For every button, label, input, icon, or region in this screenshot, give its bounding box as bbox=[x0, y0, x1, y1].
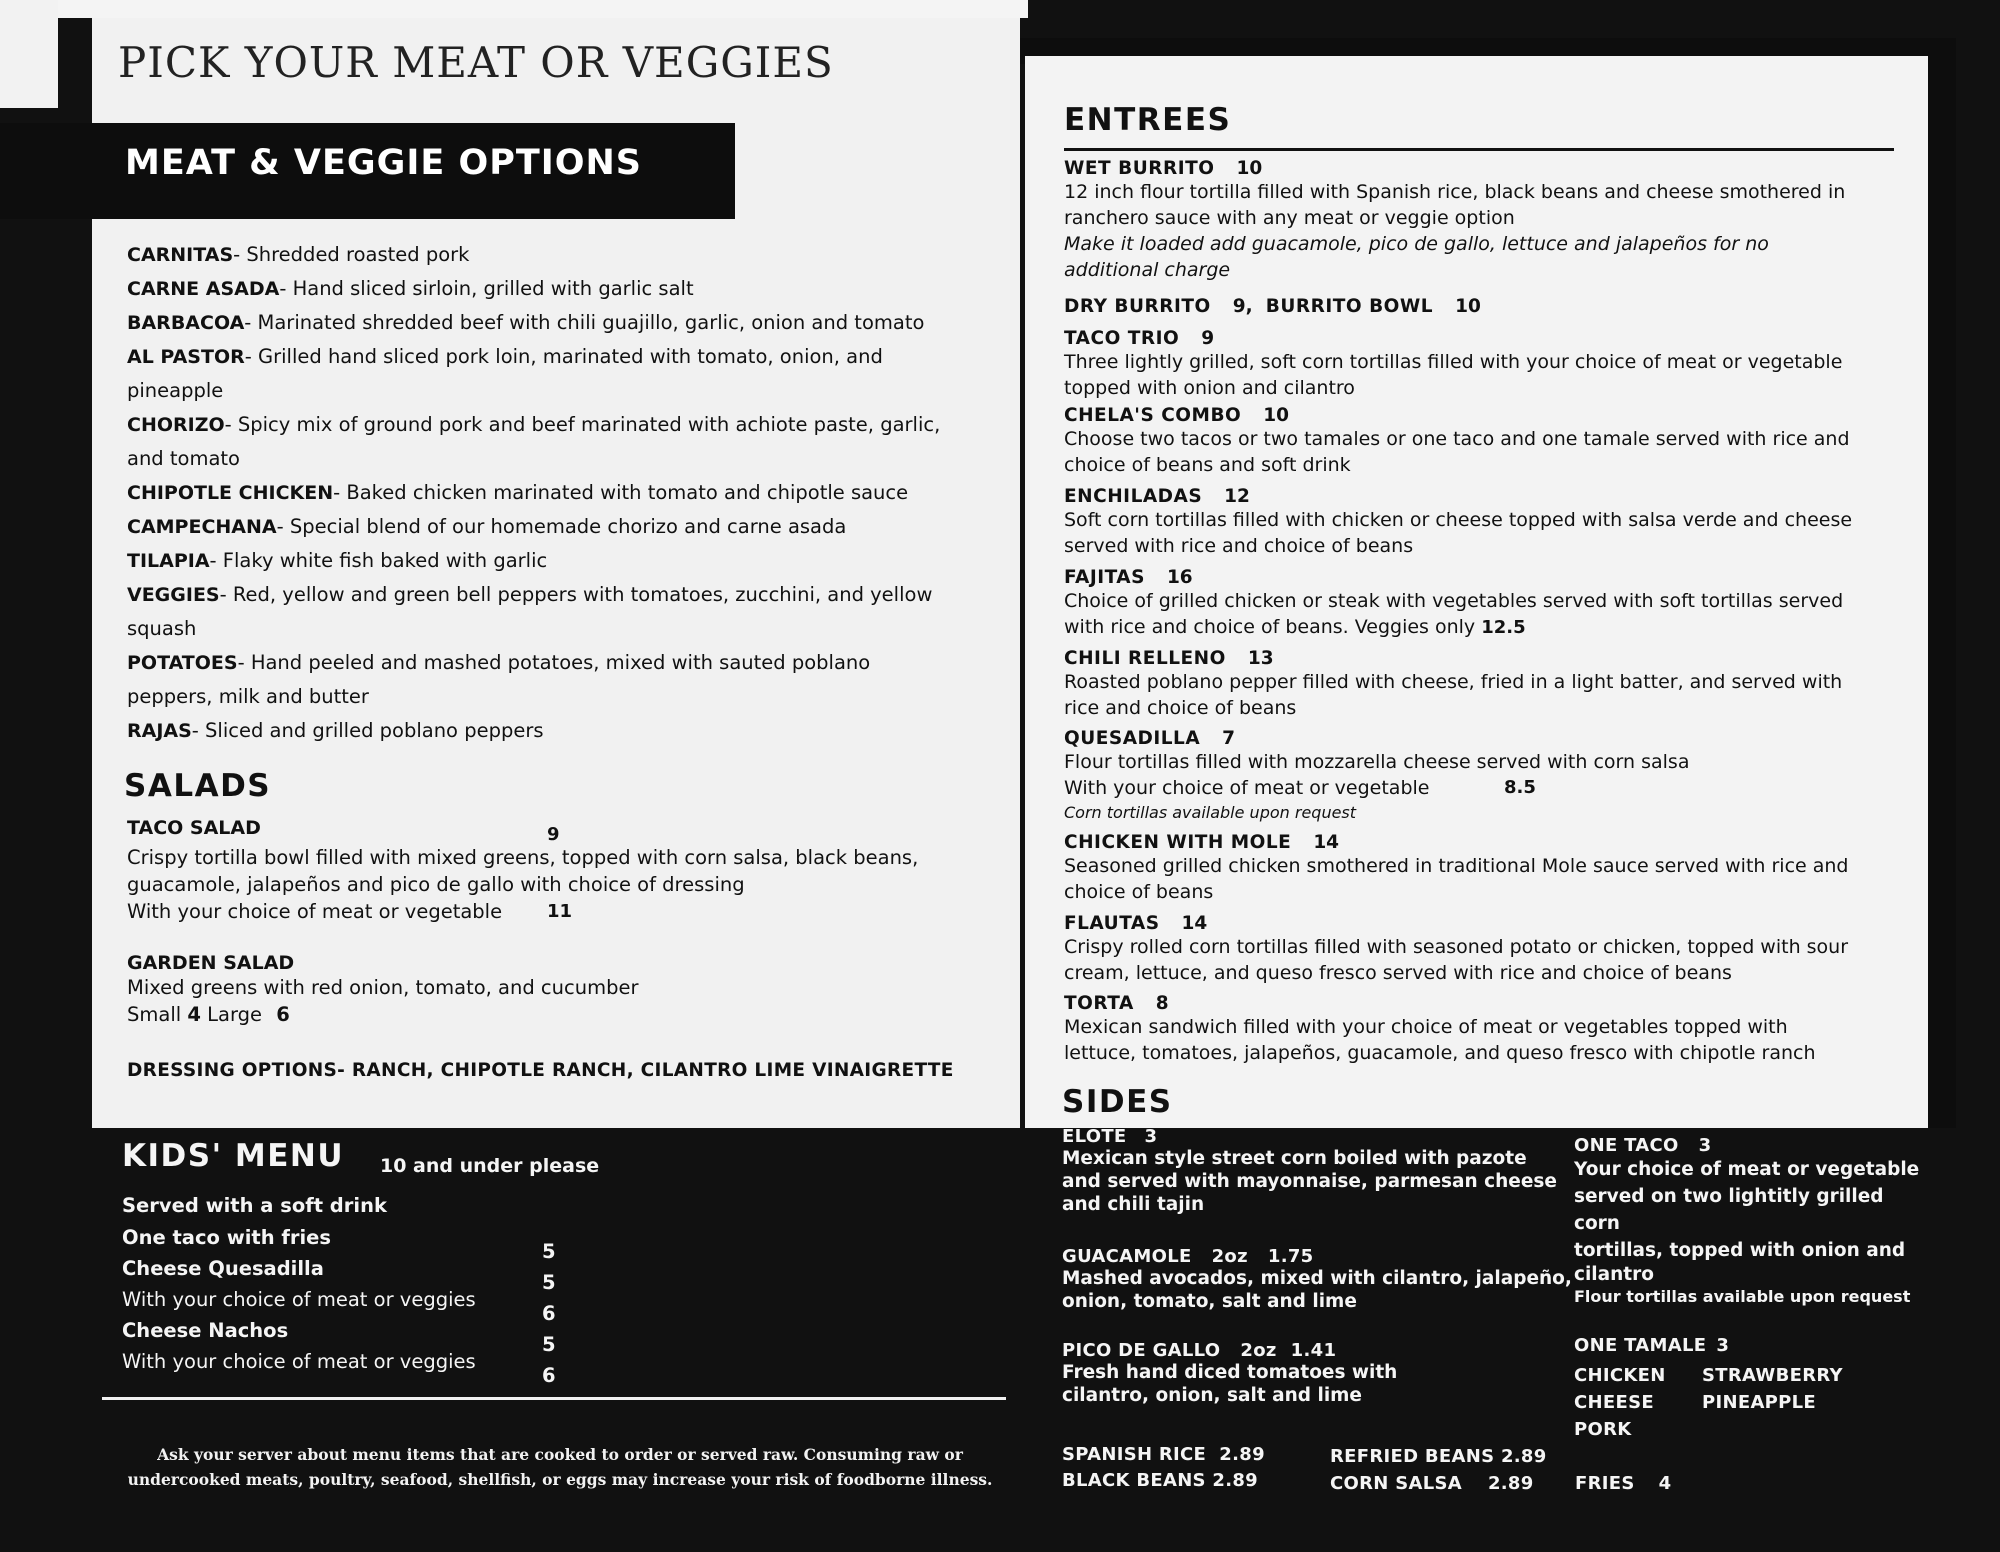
item-name: POTATOES bbox=[127, 652, 238, 674]
kids-note: 10 and under please bbox=[380, 1155, 600, 1177]
item-desc: Seasoned grilled chicken smothered in traditional Mole sauce served with rice and bbox=[1064, 855, 1849, 877]
item-desc: Fresh hand diced tomatoes with bbox=[1062, 1362, 1398, 1383]
food-disclaimer bbox=[100, 1442, 1020, 1492]
divider bbox=[1064, 148, 1894, 151]
item-option bbox=[127, 898, 987, 925]
item-desc: topped with onion and cilantro bbox=[1064, 377, 1355, 399]
kids-items bbox=[122, 1222, 572, 1387]
entree-enchiladas bbox=[1064, 486, 1924, 559]
list-item bbox=[122, 1253, 572, 1294]
item-name: TACO TRIO bbox=[1064, 328, 1180, 349]
item-desc: tortillas, topped with onion and bbox=[1574, 1240, 1906, 1261]
side-one-tamale bbox=[1574, 1335, 1924, 1446]
item-price: 9, bbox=[1232, 296, 1253, 317]
page-edge bbox=[0, 0, 58, 108]
item-note: additional charge bbox=[1064, 259, 1231, 281]
item-name: ELOTE bbox=[1062, 1126, 1127, 1147]
item-desc: - Flaky white fish baked with garlic bbox=[209, 549, 548, 572]
list-item-continued: pineapple bbox=[127, 379, 224, 402]
kids-served: Served with a soft drink bbox=[122, 1194, 387, 1217]
item-price: 14 bbox=[1313, 832, 1340, 853]
item-note: Make it loaded add guacamole, pico de gallo, lettuce and jalapeños for no bbox=[1064, 233, 1769, 255]
item-name: QUESADILLA bbox=[1064, 728, 1201, 749]
entree-chili-relleno bbox=[1064, 648, 1924, 721]
list-item bbox=[127, 646, 967, 680]
entree-fajitas bbox=[1064, 567, 1924, 641]
item-price: 4 bbox=[1658, 1473, 1672, 1494]
item-name: TACO SALAD bbox=[127, 817, 261, 839]
item-name: BARBACOA bbox=[127, 312, 245, 334]
meat-heading: MEAT & VEGGIE OPTIONS bbox=[125, 143, 642, 183]
divider bbox=[102, 1397, 1006, 1400]
item-desc: cilantro bbox=[1574, 1264, 1654, 1285]
tamale-flavor: STRAWBERRY bbox=[1702, 1365, 1843, 1386]
side-refried-beans: REFRIED BEANS 2.89 bbox=[1330, 1446, 1547, 1467]
list-item bbox=[122, 1284, 572, 1325]
list-item-continued: peppers, milk and butter bbox=[127, 685, 369, 708]
item-name: FRIES bbox=[1575, 1473, 1635, 1494]
item-price: 5 bbox=[542, 1333, 556, 1356]
option-price: 11 bbox=[547, 901, 573, 922]
tamale-flavor: PORK bbox=[1574, 1419, 1632, 1440]
item-desc: - Red, yellow and green bell peppers with tomatoes, zucchini, and yellow bbox=[219, 583, 933, 606]
salads-heading: SALADS bbox=[124, 768, 272, 804]
list-item bbox=[122, 1222, 572, 1263]
entree-chelas-combo bbox=[1064, 405, 1924, 478]
item-desc: Your choice of meat or vegetable bbox=[1574, 1159, 1920, 1180]
list-item bbox=[122, 1315, 572, 1356]
item-price: 1.75 bbox=[1267, 1246, 1314, 1267]
item-name: CARNE ASADA bbox=[127, 278, 280, 300]
item-price: 8.5 bbox=[1504, 777, 1536, 798]
item-name: DRY BURRITO bbox=[1064, 296, 1211, 317]
item-size: 2oz bbox=[1240, 1340, 1277, 1361]
item-name: ONE TACO bbox=[1574, 1135, 1679, 1156]
item-name: PICO DE GALLO bbox=[1062, 1340, 1221, 1361]
item-desc: - Special blend of our homemade chorizo and carne asada bbox=[276, 515, 847, 538]
meat-options-list bbox=[127, 238, 967, 748]
item-desc: - Spicy mix of ground pork and beef marinated with achiote paste, garlic, bbox=[224, 413, 941, 436]
taco-salad bbox=[127, 817, 987, 925]
side-one-taco bbox=[1574, 1135, 1924, 1308]
list-item bbox=[127, 544, 967, 578]
item-desc: lettuce, tomatoes, jalapeños, guacamole, and queso fresco with chipotle ranch bbox=[1064, 1042, 1816, 1064]
item-name: CHIPOTLE CHICKEN bbox=[127, 482, 334, 504]
item-desc: - Shredded roasted pork bbox=[233, 243, 470, 266]
item-name: CARNITAS bbox=[127, 244, 234, 266]
entree-torta bbox=[1064, 993, 1924, 1066]
tamale-flavor: CHEESE bbox=[1574, 1392, 1654, 1413]
page-title: PICK YOUR MEAT OR VEGGIES bbox=[118, 38, 834, 87]
size-label: Small bbox=[127, 1003, 182, 1026]
list-item bbox=[127, 510, 967, 544]
kids-heading: KIDS' MENU bbox=[122, 1138, 345, 1174]
item-desc: served on two lightitly grilled corn bbox=[1574, 1186, 1884, 1234]
item-desc: cilantro, onion, salt and lime bbox=[1062, 1385, 1362, 1406]
item-price: 1.41 bbox=[1290, 1340, 1337, 1361]
item-price: 12 bbox=[1224, 486, 1250, 507]
item-name: CHILI RELLENO bbox=[1064, 648, 1226, 669]
item-desc: - Marinated shredded beef with chili guajillo, garlic, onion and tomato bbox=[244, 311, 925, 334]
item-name: WET BURRITO bbox=[1064, 158, 1215, 179]
item-price: 6 bbox=[542, 1364, 556, 1387]
dressing-options: DRESSING OPTIONS- RANCH, CHIPOTLE RANCH, CILANTRO LIME VINAIGRETTE bbox=[127, 1060, 954, 1081]
item-desc: Crispy tortilla bowl filled with mixed greens, topped with corn salsa, black beans, bbox=[127, 846, 919, 869]
item-desc: choice of beans and soft drink bbox=[1064, 454, 1351, 476]
side-pico-de-gallo bbox=[1062, 1340, 1582, 1407]
right-page-edge bbox=[1928, 38, 1956, 1128]
item-label: Cheese Quesadilla bbox=[122, 1257, 324, 1280]
item-sizes bbox=[127, 1001, 987, 1028]
item-desc: and chili tajin bbox=[1062, 1194, 1205, 1215]
disclaimer-line: Ask your server about menu items that are cooked to order or served raw. Consuming raw or bbox=[157, 1445, 963, 1464]
disclaimer-line: undercooked meats, poultry, seafood, shellfish, or eggs may increase your risk of foodborne illness. bbox=[127, 1470, 993, 1489]
item-price: 16 bbox=[1166, 567, 1193, 588]
list-item bbox=[127, 272, 967, 306]
list-item-continued: squash bbox=[127, 617, 197, 640]
size-price: 4 bbox=[187, 1003, 201, 1026]
item-name: TORTA bbox=[1064, 993, 1134, 1014]
size-price: 6 bbox=[276, 1003, 290, 1026]
item-price: 3 bbox=[1144, 1126, 1158, 1147]
item-note: Flour tortillas available upon request bbox=[1574, 1287, 1911, 1306]
item-desc: Three lightly grilled, soft corn tortillas filled with your choice of meat or vegetable bbox=[1064, 351, 1843, 373]
item-name: CAMPECHANA bbox=[127, 516, 277, 538]
item-note: Corn tortillas available upon request bbox=[1064, 803, 1357, 822]
entree-flautas bbox=[1064, 913, 1924, 986]
entree-chicken-mole bbox=[1064, 832, 1924, 905]
item-desc: Roasted poblano pepper filled with cheese, fried in a light batter, and served with bbox=[1064, 671, 1843, 693]
list-item bbox=[127, 578, 967, 612]
item-price: 3 bbox=[1698, 1135, 1712, 1156]
entree-dry-burrito bbox=[1064, 296, 1924, 317]
item-price: 6 bbox=[542, 1302, 556, 1325]
item-name: GARDEN SALAD bbox=[127, 952, 295, 974]
item-price: 3 bbox=[1716, 1335, 1730, 1356]
item-desc: Crispy rolled corn tortillas filled with seasoned potato or chicken, topped with sour bbox=[1064, 936, 1849, 958]
list-item-continued: and tomato bbox=[127, 447, 240, 470]
item-price: 10 bbox=[1236, 158, 1263, 179]
entree-quesadilla bbox=[1064, 728, 1924, 825]
size-label: Large bbox=[207, 1003, 263, 1026]
item-desc: With your choice of meat or vegetable bbox=[1064, 777, 1430, 799]
item-desc: cream, lettuce, and queso fresco served with rice and choice of beans bbox=[1064, 962, 1732, 984]
item-desc: - Hand peeled and mashed potatoes, mixed with sauted poblano bbox=[237, 651, 871, 674]
item-label: With your choice of meat or veggies bbox=[122, 1350, 476, 1373]
side-black-beans: BLACK BEANS 2.89 bbox=[1062, 1470, 1258, 1491]
item-price: 12.5 bbox=[1481, 617, 1526, 638]
item-name: RAJAS bbox=[127, 720, 192, 742]
list-item bbox=[127, 238, 967, 272]
list-item bbox=[122, 1346, 572, 1387]
item-name: CHICKEN WITH MOLE bbox=[1064, 832, 1292, 853]
entrees-heading: ENTREES bbox=[1064, 102, 1232, 138]
entree-wet-burrito bbox=[1064, 158, 1924, 283]
item-label: One taco with fries bbox=[122, 1226, 332, 1249]
item-name: FAJITAS bbox=[1064, 567, 1145, 588]
item-name: CORN SALSA bbox=[1330, 1473, 1462, 1494]
item-label: With your choice of meat or veggies bbox=[122, 1288, 476, 1311]
side-elote bbox=[1062, 1126, 1582, 1216]
side-corn-salsa bbox=[1330, 1473, 1534, 1494]
item-desc: - Grilled hand sliced pork loin, marinated with tomato, onion, and bbox=[244, 345, 883, 368]
item-name: VEGGIES bbox=[127, 584, 220, 606]
item-desc: - Baked chicken marinated with tomato and chipotle sauce bbox=[333, 481, 909, 504]
item-desc: choice of beans bbox=[1064, 881, 1214, 903]
item-desc: guacamole, jalapeños and pico de gallo with choice of dressing bbox=[127, 873, 745, 896]
item-name: CHELA'S COMBO bbox=[1064, 405, 1242, 426]
item-name: GUACAMOLE bbox=[1062, 1246, 1192, 1267]
item-price: 9 bbox=[547, 824, 560, 845]
item-price: 5 bbox=[542, 1240, 556, 1263]
side-spanish-rice: SPANISH RICE 2.89 bbox=[1062, 1444, 1265, 1465]
item-desc: - Hand sliced sirloin, grilled with garlic salt bbox=[279, 277, 694, 300]
item-desc: Choose two tacos or two tamales or one taco and one tamale served with rice and bbox=[1064, 428, 1850, 450]
list-item bbox=[127, 476, 967, 510]
list-item bbox=[127, 340, 967, 374]
item-name: FLAUTAS bbox=[1064, 913, 1160, 934]
page-edge-top bbox=[58, 0, 1028, 18]
item-price: 10 bbox=[1263, 405, 1290, 426]
list-item bbox=[127, 306, 967, 340]
tamale-flavor: PINEAPPLE bbox=[1702, 1392, 1817, 1413]
item-desc: Mexican style street corn boiled with pazote bbox=[1062, 1148, 1527, 1169]
item-price: 5 bbox=[542, 1271, 556, 1294]
item-desc: Mixed greens with red onion, tomato, and cucumber bbox=[127, 976, 639, 999]
item-desc: served with rice and choice of beans bbox=[1064, 535, 1414, 557]
item-desc: Flour tortillas filled with mozzarella cheese served with corn salsa bbox=[1064, 751, 1690, 773]
sides-heading: SIDES bbox=[1062, 1084, 1173, 1120]
item-desc: 12 inch flour tortilla filled with Spanish rice, black beans and cheese smothered in bbox=[1064, 181, 1846, 203]
item-desc: with rice and choice of beans. Veggies only bbox=[1064, 616, 1476, 638]
list-item bbox=[127, 714, 967, 748]
item-desc: rice and choice of beans bbox=[1064, 697, 1297, 719]
side-fries bbox=[1575, 1473, 1671, 1494]
item-price: 10 bbox=[1455, 296, 1481, 317]
item-price: 8 bbox=[1155, 993, 1169, 1014]
item-name: ONE TAMALE bbox=[1574, 1335, 1707, 1356]
item-name: BURRITO BOWL bbox=[1265, 296, 1434, 317]
list-item bbox=[127, 408, 967, 442]
tamale-flavor: CHICKEN bbox=[1574, 1365, 1666, 1386]
option-label: With your choice of meat or vegetable bbox=[127, 900, 503, 923]
garden-salad bbox=[127, 952, 987, 1028]
item-name: TILAPIA bbox=[127, 550, 210, 572]
item-desc: Soft corn tortillas filled with chicken or cheese topped with salsa verde and cheese bbox=[1064, 509, 1853, 531]
item-desc: and served with mayonnaise, parmesan cheese bbox=[1062, 1171, 1557, 1192]
item-desc: Mexican sandwich filled with your choice of meat or vegetables topped with bbox=[1064, 1016, 1788, 1038]
item-desc: Choice of grilled chicken or steak with vegetables served with soft tortillas served bbox=[1064, 590, 1844, 612]
item-price: 2.89 bbox=[1487, 1473, 1534, 1494]
item-price: 9 bbox=[1201, 328, 1215, 349]
item-price: 13 bbox=[1247, 648, 1274, 669]
item-desc: onion, tomato, salt and lime bbox=[1062, 1291, 1357, 1312]
item-size: 2oz bbox=[1211, 1246, 1248, 1267]
item-price: 7 bbox=[1222, 728, 1236, 749]
item-name: ENCHILADAS bbox=[1064, 486, 1203, 507]
item-name: CHORIZO bbox=[127, 414, 225, 436]
side-guacamole bbox=[1062, 1246, 1582, 1313]
entree-taco-trio bbox=[1064, 328, 1924, 401]
item-label: Cheese Nachos bbox=[122, 1319, 289, 1342]
item-price: 14 bbox=[1181, 913, 1208, 934]
item-name: AL PASTOR bbox=[127, 346, 245, 368]
item-desc: Mashed avocados, mixed with cilantro, jalapeño, bbox=[1062, 1268, 1572, 1289]
item-desc: - Sliced and grilled poblano peppers bbox=[191, 719, 544, 742]
item-desc: ranchero sauce with any meat or veggie option bbox=[1064, 207, 1515, 229]
